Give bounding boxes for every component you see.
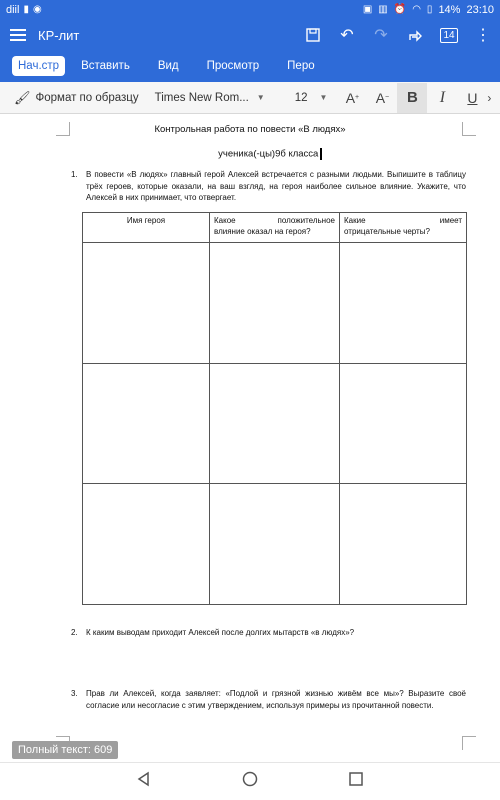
document-subheading xyxy=(0,148,500,160)
table-cell[interactable] xyxy=(83,363,210,484)
wifi-icon: ◠ xyxy=(412,4,421,15)
tab-count: 14 xyxy=(440,28,457,43)
table-header-cell[interactable] xyxy=(83,213,210,243)
answer-table xyxy=(82,212,467,605)
font-name-value: Times New Rom... xyxy=(154,91,249,104)
tab-home[interactable]: Нач.стр xyxy=(12,56,65,76)
table-row xyxy=(83,363,467,484)
notification-icon: ▣ xyxy=(362,4,373,15)
table-cell[interactable] xyxy=(340,243,467,364)
table-header-cell[interactable] xyxy=(340,213,467,243)
battery-icon: ▯ xyxy=(426,4,433,15)
share-icon[interactable] xyxy=(398,20,432,50)
signal-icon: ▮ xyxy=(23,4,29,15)
text-cursor xyxy=(320,148,322,160)
font-name-dropdown[interactable] xyxy=(155,92,265,104)
format-painter-label: Формат по образцу xyxy=(35,91,139,104)
tab-review[interactable]: Просмотр xyxy=(206,60,260,72)
status-bar xyxy=(0,0,500,20)
document-page[interactable] xyxy=(0,114,500,762)
chevron-down-icon: ▼ xyxy=(256,93,265,102)
menu-icon[interactable] xyxy=(10,29,26,41)
table-cell[interactable] xyxy=(210,243,340,364)
question-1 xyxy=(71,169,466,204)
table-cell[interactable] xyxy=(83,243,210,364)
subheading-text: ученика(-цы)9б класса xyxy=(218,148,319,160)
carrier-label: diil xyxy=(6,4,20,16)
bold-button[interactable]: B xyxy=(397,83,427,113)
document-heading: Контрольная работа по повести «В людях» xyxy=(154,124,346,135)
recents-icon[interactable] xyxy=(348,771,364,792)
question-number: 2. xyxy=(71,628,78,637)
table-row xyxy=(83,243,467,364)
table-cell[interactable] xyxy=(340,363,467,484)
header-positive-line1: Какое положительное xyxy=(214,216,335,225)
document-title: КР-лит xyxy=(38,27,80,43)
header-negative-line1: Какие имеет xyxy=(344,216,462,225)
underline-button[interactable]: U xyxy=(467,89,478,106)
tab-view[interactable]: Вид xyxy=(157,60,179,72)
table-cell[interactable] xyxy=(83,484,210,605)
font-size-value: 12 xyxy=(294,91,308,104)
header-positive-line2: влияние оказал на героя? xyxy=(214,227,311,236)
tab-switcher-button[interactable] xyxy=(432,20,466,50)
table-cell[interactable] xyxy=(210,363,340,484)
header-name: Имя героя xyxy=(126,216,166,225)
table-header-cell[interactable] xyxy=(210,213,340,243)
word-count-badge[interactable]: Полный текст: 609 xyxy=(12,741,118,759)
clock: 23:10 xyxy=(466,4,494,16)
question-number: 1. xyxy=(71,170,78,179)
chevron-down-icon: ▼ xyxy=(319,93,328,102)
home-icon[interactable] xyxy=(242,771,258,792)
navigation-bar xyxy=(0,762,500,800)
question-text: К каким выводам приходит Алексей после долгих мытарств «в людях»? xyxy=(86,628,355,637)
grow-font-icon[interactable]: A + xyxy=(345,89,360,106)
question-text: В повести «В людях» главный герой Алексей встречается с разными людьми. Выпишите в таблицу трёх героев, которые оказали, на ваш взгляд, на героя наиболее сильное влияние. Укажите, что Алексей в них принимает, что отвергает. xyxy=(86,170,466,202)
font-size-dropdown[interactable] xyxy=(295,92,328,104)
app-notification-icon: ◉ xyxy=(32,4,42,15)
format-painter-button[interactable] xyxy=(14,90,139,106)
tab-pen[interactable]: Перо xyxy=(287,60,315,72)
table-cell[interactable] xyxy=(340,484,467,605)
table-header-row xyxy=(83,213,467,243)
battery-percent: 14% xyxy=(438,4,461,16)
save-icon[interactable] xyxy=(296,20,330,50)
question-3 xyxy=(71,688,466,711)
format-painter-icon: 🖌 xyxy=(14,89,31,105)
alarm-icon: ⏰ xyxy=(393,4,407,15)
more-menu-icon[interactable]: ⋮ xyxy=(475,27,491,44)
toolbar-more-icon[interactable]: › xyxy=(487,90,492,105)
title-bar xyxy=(0,20,500,50)
question-2 xyxy=(71,627,466,639)
question-text: Прав ли Алексей, когда заявляет: «Подлой и грязной жизнью живём все мы»? Выразите своё согласие или несогласие с этим утверждением, используя примеры из прочитанной повести. xyxy=(86,689,466,710)
header-negative-line2: отрицательные черты? xyxy=(344,227,430,236)
table-cell[interactable] xyxy=(210,484,340,605)
tab-insert[interactable]: Вставить xyxy=(81,60,130,72)
ribbon-tabs xyxy=(0,50,500,82)
margin-marker xyxy=(462,736,476,750)
question-number: 3. xyxy=(71,689,78,698)
redo-icon[interactable]: ↷ xyxy=(374,27,388,44)
back-icon[interactable] xyxy=(136,771,152,792)
shrink-font-icon[interactable]: A − xyxy=(375,89,390,106)
formatting-toolbar xyxy=(0,82,500,114)
vibrate-icon: ▥ xyxy=(378,4,388,15)
italic-button[interactable]: I xyxy=(439,88,446,106)
table-row xyxy=(83,484,467,605)
undo-icon[interactable]: ↶ xyxy=(340,27,354,44)
